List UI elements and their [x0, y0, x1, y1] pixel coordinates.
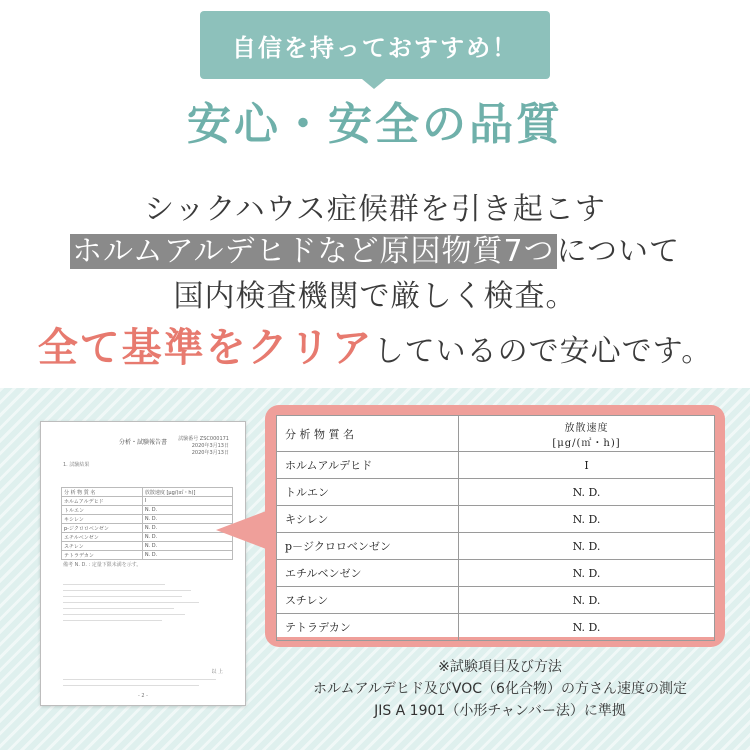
substance-value: N. D.	[459, 479, 715, 506]
doc-table-row	[62, 542, 233, 551]
substance-value: N. D.	[459, 614, 715, 641]
lead-line-2-rest: について	[556, 234, 681, 269]
table-row	[277, 587, 715, 614]
lead-line-3: 国内検査機関で厳しく検査。	[173, 279, 577, 314]
doc-cell: N. D.	[142, 551, 232, 560]
substance-value: I	[459, 452, 715, 479]
substance-value: N. D.	[459, 506, 715, 533]
footnote-standard: JIS A 1901（小形チャンバー法）に準拠	[374, 703, 626, 719]
recommend-badge-text: 自信を持っておすすめ！	[231, 33, 519, 62]
doc-table-row	[62, 497, 233, 506]
substance-value: N. D.	[459, 533, 715, 560]
report-document-thumbnail	[40, 421, 246, 706]
table-row	[277, 560, 715, 587]
doc-text-lines	[63, 584, 233, 626]
doc-end-mark: 以 上	[211, 669, 223, 675]
doc-cell: N. D.	[142, 506, 232, 515]
table-row	[277, 614, 715, 641]
doc-section: 1. 試験結果	[63, 462, 90, 468]
lead-highlight: ホルムアルデヒドなど原因物質7つ	[71, 234, 555, 269]
doc-table-header	[62, 488, 233, 497]
recommend-badge	[200, 11, 550, 79]
doc-cell: p-ジクロロベンゼン	[62, 524, 143, 533]
lead-line-4	[0, 316, 750, 373]
doc-table-row	[62, 506, 233, 515]
doc-table	[61, 487, 233, 560]
lead-line-1: シックハウス症候群を引き起こす	[144, 192, 606, 227]
doc-cell: エチルベンゼン	[62, 533, 143, 542]
doc-table-row	[62, 551, 233, 560]
substance-name: トルエン	[277, 479, 459, 506]
table-row	[277, 533, 715, 560]
header-rate-title: 放散速度	[564, 422, 609, 434]
substance-name: スチレン	[277, 587, 459, 614]
substance-name: p－ジクロロベンゼン	[277, 533, 459, 560]
doc-remark: 備考 N. D. : 定量下限未満を示す。	[63, 562, 142, 568]
header-rate-unit: [μg/(㎡・h)]	[552, 437, 621, 449]
table-row	[277, 452, 715, 479]
doc-cell: スチレン	[62, 542, 143, 551]
doc-cell: 放散速度 [μg/(㎡・h)]	[142, 488, 232, 497]
doc-meta-line: 2020年3月13日	[191, 443, 229, 449]
substance-name: ホルムアルデヒド	[277, 452, 459, 479]
doc-cell: I	[142, 497, 232, 506]
results-table-container	[276, 415, 715, 637]
doc-cell: トルエン	[62, 506, 143, 515]
table-row	[277, 479, 715, 506]
doc-cell: キシレン	[62, 515, 143, 524]
doc-cell: N. D.	[142, 515, 232, 524]
doc-table-row	[62, 533, 233, 542]
substance-name: テトラデカン	[277, 614, 459, 641]
doc-cell: N. D.	[142, 524, 232, 533]
footnote-heading: ※試験項目及び方法	[438, 659, 562, 675]
substance-value: N. D.	[459, 587, 715, 614]
lead-line-4-rest: しているので安心です。	[373, 334, 713, 369]
lead-emphasis: 全て基準をクリア	[37, 325, 374, 371]
doc-cell: N. D.	[142, 542, 232, 551]
header-emission-rate	[459, 416, 715, 452]
header-substance: 分 析 物 質 名	[277, 416, 459, 452]
doc-meta	[169, 436, 229, 457]
doc-cell: ホルムアルデヒド	[62, 497, 143, 506]
results-table	[276, 415, 715, 641]
doc-meta-line: 試験番号 ZSC000171	[178, 436, 229, 442]
substance-name: エチルベンゼン	[277, 560, 459, 587]
lead-line-2	[0, 226, 750, 270]
doc-page-number: - 2 -	[138, 693, 148, 699]
doc-footer-lines	[63, 679, 233, 691]
doc-cell: テトラデカン	[62, 551, 143, 560]
doc-table-row	[62, 524, 233, 533]
doc-title: 分析・試験報告書	[118, 439, 167, 446]
substance-value: N. D.	[459, 560, 715, 587]
doc-cell: N. D.	[142, 533, 232, 542]
doc-table-row	[62, 515, 233, 524]
footnote-method: ホルムアルデヒド及びVOC（6化合物）の方さん速度の測定	[313, 681, 687, 697]
table-row	[277, 506, 715, 533]
substance-name: キシレン	[277, 506, 459, 533]
page-title: 安心・安全の品質	[187, 99, 563, 150]
doc-meta-line: 2020年3月13日	[191, 450, 229, 456]
doc-cell: 分 析 物 質 名	[62, 488, 143, 497]
results-table-header	[277, 416, 715, 452]
